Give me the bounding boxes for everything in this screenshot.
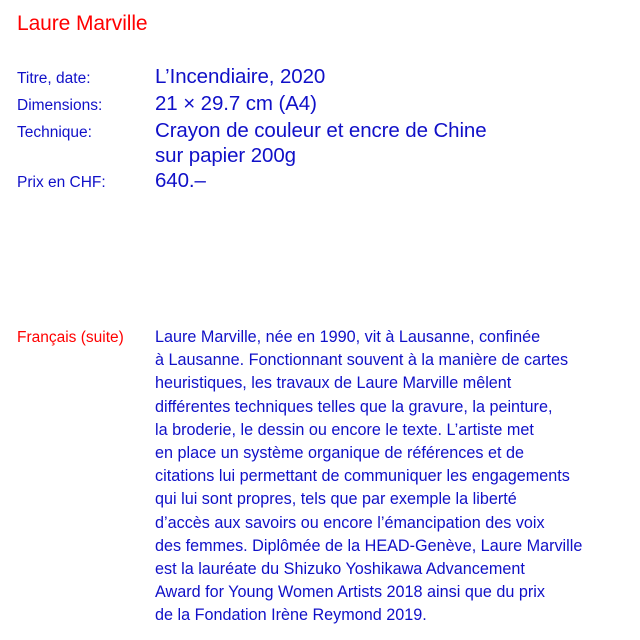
- detail-value-line: L’Incendiaire, 2020: [155, 65, 326, 88]
- biography-line: d’accès aux savoirs ou encore l’émancipation des voix: [155, 513, 545, 532]
- biography-line: la broderie, le dessin ou encore le texte. L’artiste met: [155, 420, 534, 439]
- detail-row-price: [17, 168, 627, 195]
- detail-label: Dimensions:: [17, 97, 103, 114]
- biography-line: qui lui sont propres, tels que par exemple la liberté: [155, 490, 517, 509]
- detail-value-price: [155, 168, 206, 193]
- detail-value-dimensions: [155, 91, 317, 116]
- biography-line: à Lausanne. Fonctionnant souvent à la manière de cartes: [155, 351, 569, 370]
- biography-line: heuristiques, les travaux de Laure Marville mêlent: [155, 374, 512, 393]
- detail-row-technique: [17, 118, 627, 168]
- biography-line: de la Fondation Irène Reymond 2019.: [155, 606, 427, 625]
- biography-label: Français (suite): [17, 329, 124, 346]
- artwork-details: [17, 64, 627, 195]
- biography-line: des femmes. Diplômée de la HEAD-Genève, Laure Marville: [155, 536, 583, 555]
- detail-value-line: sur papier 200g: [155, 144, 296, 167]
- biography-line: est la lauréate du Shizuko Yoshikawa Advancement: [155, 560, 525, 579]
- biography-line: Laure Marville, née en 1990, vit à Lausanne, confinée: [155, 328, 541, 346]
- biography-text: [155, 326, 582, 628]
- detail-row-dimensions: [17, 91, 627, 118]
- detail-value-technique: [155, 118, 487, 168]
- biography-line: Award for Young Women Artists 2018 ainsi que du prix: [155, 583, 545, 602]
- detail-value-title-date: [155, 64, 325, 89]
- detail-label: Titre, date:: [17, 70, 91, 87]
- detail-value-line: Crayon de couleur et encre de Chine: [155, 119, 487, 142]
- detail-label: Prix en CHF:: [17, 174, 106, 191]
- detail-row-title-date: [17, 64, 627, 91]
- detail-value-line: 21 × 29.7 cm (A4): [155, 92, 317, 115]
- detail-label: Technique:: [17, 124, 92, 141]
- artist-name: Laure Marville: [17, 12, 148, 35]
- biography-section: [17, 326, 632, 628]
- biography-line: en place un système organique de références et de: [155, 444, 524, 463]
- biography-line: citations lui permettant de communiquer les engagements: [155, 467, 570, 486]
- biography-line: différentes techniques telles que la gravure, la peinture,: [155, 397, 553, 416]
- detail-value-line: 640.–: [155, 169, 206, 192]
